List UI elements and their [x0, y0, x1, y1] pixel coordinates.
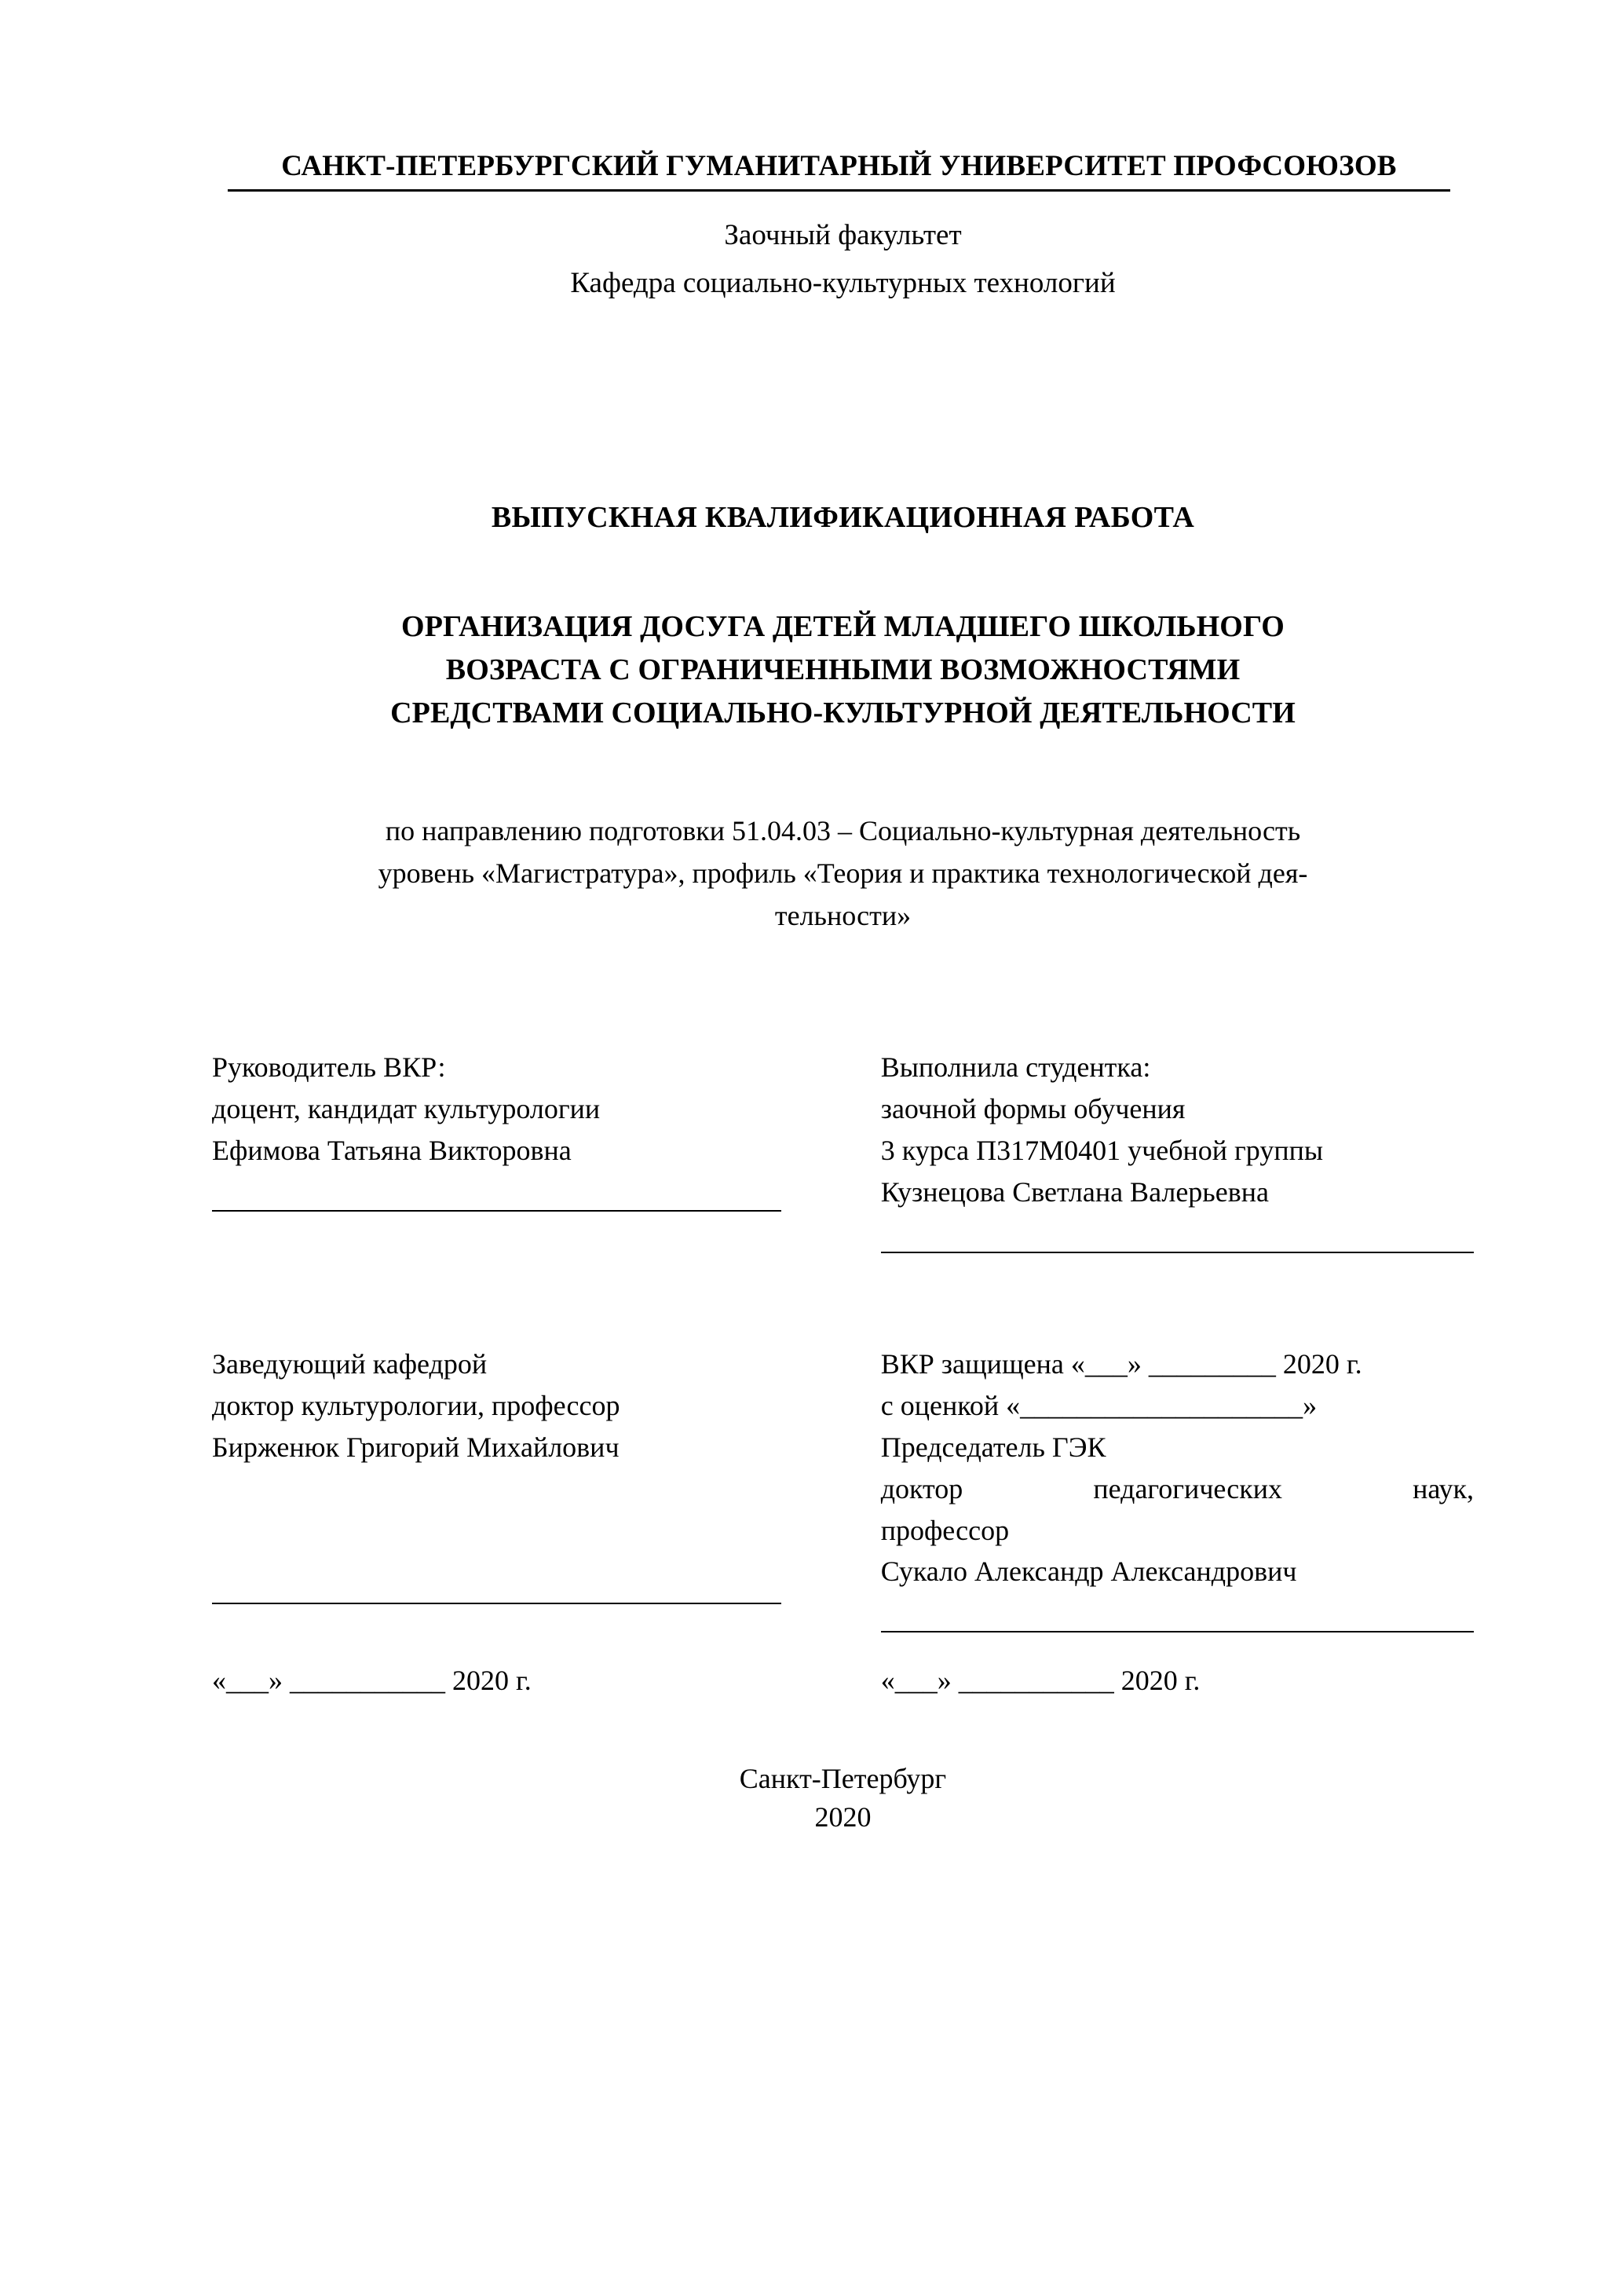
- supervisor-block: [212, 1047, 813, 1253]
- student-form: заочной формы обучения: [880, 1093, 1186, 1125]
- defense-grade-line: с оценкой «____________________»: [880, 1389, 1318, 1421]
- gek-chairman-name: Сукало Александр Александрович: [880, 1556, 1297, 1588]
- supervisor-position: доцент, кандидат культурологии: [212, 1093, 601, 1125]
- student-block: [873, 1047, 1474, 1253]
- student-label: Выполнила студентка:: [880, 1051, 1151, 1084]
- program-line-2: уровень «Магистратура», профиль «Теория и практика технологической дея-: [378, 857, 1308, 890]
- defense-block: [873, 1344, 1474, 1632]
- date-row: [212, 1664, 1474, 1697]
- work-title: [212, 605, 1474, 735]
- work-type: ВЫПУСКНАЯ КВАЛИФИКАЦИОННАЯ РАБОТА: [491, 501, 1195, 534]
- program-line-3: тельности»: [774, 900, 912, 932]
- university-name: САНКТ-ПЕТЕРБУРГСКИЙ ГУМАНИТАРНЫЙ УНИВЕРСИТЕТ ПРОФСОЮЗОВ: [228, 149, 1450, 192]
- supervisor-signature-line: [212, 1209, 781, 1212]
- defense-date-line: ВКР защищена «___» _________ 2020 г.: [880, 1347, 1362, 1380]
- gek-chairman-label: Председатель ГЭК: [880, 1431, 1106, 1463]
- student-name: Кузнецова Светлана Валерьевна: [880, 1176, 1269, 1208]
- footer-block: [212, 1760, 1474, 1836]
- date-right: «___» ___________ 2020 г.: [880, 1665, 1201, 1697]
- head-label: Заведующий кафедрой: [212, 1347, 488, 1380]
- supervisor-name: Ефимова Татьяна Викторовна: [212, 1135, 572, 1167]
- work-title-line-1: ОРГАНИЗАЦИЯ ДОСУГА ДЕТЕЙ МЛАДШЕГО ШКОЛЬНОГО: [401, 610, 1285, 643]
- head-name: Бирженюк Григорий Михайлович: [212, 1431, 620, 1463]
- head-position: доктор культурологии, профессор: [212, 1389, 620, 1421]
- head-of-department-block: [212, 1344, 813, 1632]
- head-signature-line: [212, 1602, 781, 1604]
- supervisor-label: Руководитель ВКР:: [212, 1051, 446, 1084]
- footer-year: 2020: [814, 1801, 872, 1833]
- date-left: «___» ___________ 2020 г.: [212, 1665, 532, 1697]
- gek-signature-line: [881, 1630, 1474, 1632]
- head-defense-row: [212, 1344, 1474, 1632]
- student-signature-line: [881, 1251, 1474, 1253]
- gek-degree-word-1: доктор: [880, 1472, 963, 1504]
- work-title-line-2: ВОЗРАСТА С ОГРАНИЧЕННЫМИ ВОЗМОЖНОСТЯМИ: [445, 653, 1241, 687]
- footer-city: Санкт-Петербург: [739, 1763, 947, 1795]
- gek-degree-line-2: профессор: [880, 1514, 1010, 1546]
- signature-area: [212, 1047, 1474, 1697]
- gek-degree-word-3: наук,: [1413, 1472, 1474, 1504]
- faculty-name: Заочный факультет: [724, 219, 962, 251]
- program-info: [212, 810, 1474, 937]
- gek-chairman-degree-line: [881, 1468, 1474, 1510]
- supervisor-student-row: [212, 1047, 1474, 1253]
- department-name: Кафедра социально-культурных технологий: [570, 267, 1116, 299]
- work-title-line-3: СРЕДСТВАМИ СОЦИАЛЬНО-КУЛЬТУРНОЙ ДЕЯТЕЛЬНОСТИ: [390, 696, 1296, 730]
- program-line-1: по направлению подготовки 51.04.03 – Социально-культурная деятельность: [385, 815, 1301, 847]
- student-group: 3 курса П317М0401 учебной группы: [880, 1135, 1324, 1167]
- gek-degree-word-2: педагогических: [1093, 1472, 1283, 1504]
